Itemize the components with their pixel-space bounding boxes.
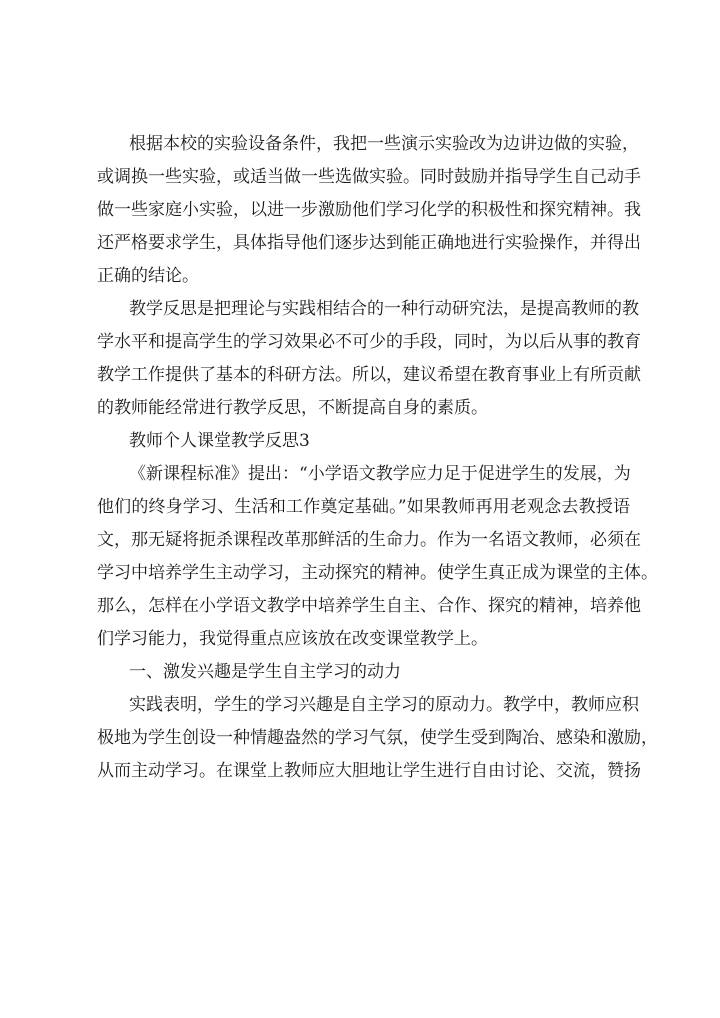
text-line: 学习中培养学生主动学习，主动探究的精神。使学生真正成为课堂的主体。 (97, 563, 658, 583)
text-line: 那么，怎样在小学语文教学中培养学生自主、合作、探究的精神，培养他 (97, 596, 641, 616)
text-line: 正确的结论。 (97, 266, 199, 286)
text-line: 实践表明，学生的学习兴趣是自主学习的原动力。教学中，教师应积 (129, 695, 639, 715)
text-line: 他们的终身学习、生活和工作奠定基础。”如果教师再用老观念去教授语 (97, 497, 630, 517)
text-line: 学水平和提高学生的学习效果必不可少的手段，同时，为以后从事的教育 (97, 332, 641, 352)
document-page (97, 128, 658, 788)
text-line: 《新课程标准》提出：“小学语文教学应力足于促进学生的发展，为 (129, 464, 631, 484)
section-heading (97, 425, 630, 458)
subsection-heading (97, 656, 630, 689)
text-line: 从而主动学习。在课堂上教师应大胆地让学生进行自由讨论、交流，赞扬 (97, 761, 641, 781)
text-line: 教学工作提供了基本的科研方法。所以，建议希望在教育事业上有所贡献 (97, 365, 641, 385)
text-line: 极地为学生创设一种情趣盎然的学习气氛，使学生受到陶冶、感染和激励， (97, 728, 658, 748)
text-line: 根据本校的实验设备条件，我把一些演示实验改为边讲边做的实验， (129, 134, 639, 154)
text-line: 或调换一些实验，或适当做一些选做实验。同时鼓励并指导学生自己动手 (97, 167, 641, 187)
text-line: 做一些家庭小实验，以进一步激励他们学习化学的积极性和探究精神。我 (97, 200, 641, 220)
text-line: 文，那无疑将扼杀课程改革那鲜活的生命力。作为一名语文教师，必须在 (97, 530, 641, 550)
paragraph-lab-experiments (97, 128, 641, 293)
paragraph-curriculum-standard (97, 458, 658, 656)
subheading-text: 一、激发兴趣是学生自主学习的动力 (129, 662, 401, 682)
text-line: 的教师能经常进行教学反思，不断提高自身的素质。 (97, 398, 488, 418)
text-line: 们学习能力，我觉得重点应该放在改变课堂教学上。 (97, 629, 488, 649)
text-line: 还严格要求学生，具体指导他们逐步达到能正确地进行实验操作，并得出 (97, 233, 641, 253)
paragraph-teaching-reflection (97, 293, 641, 425)
paragraph-interest-motivation (97, 689, 658, 788)
text-line: 教学反思是把理论与实践相结合的一种行动研究法，是提高教师的教 (129, 299, 639, 319)
heading-text: 教师个人课堂教学反思3 (129, 431, 310, 451)
